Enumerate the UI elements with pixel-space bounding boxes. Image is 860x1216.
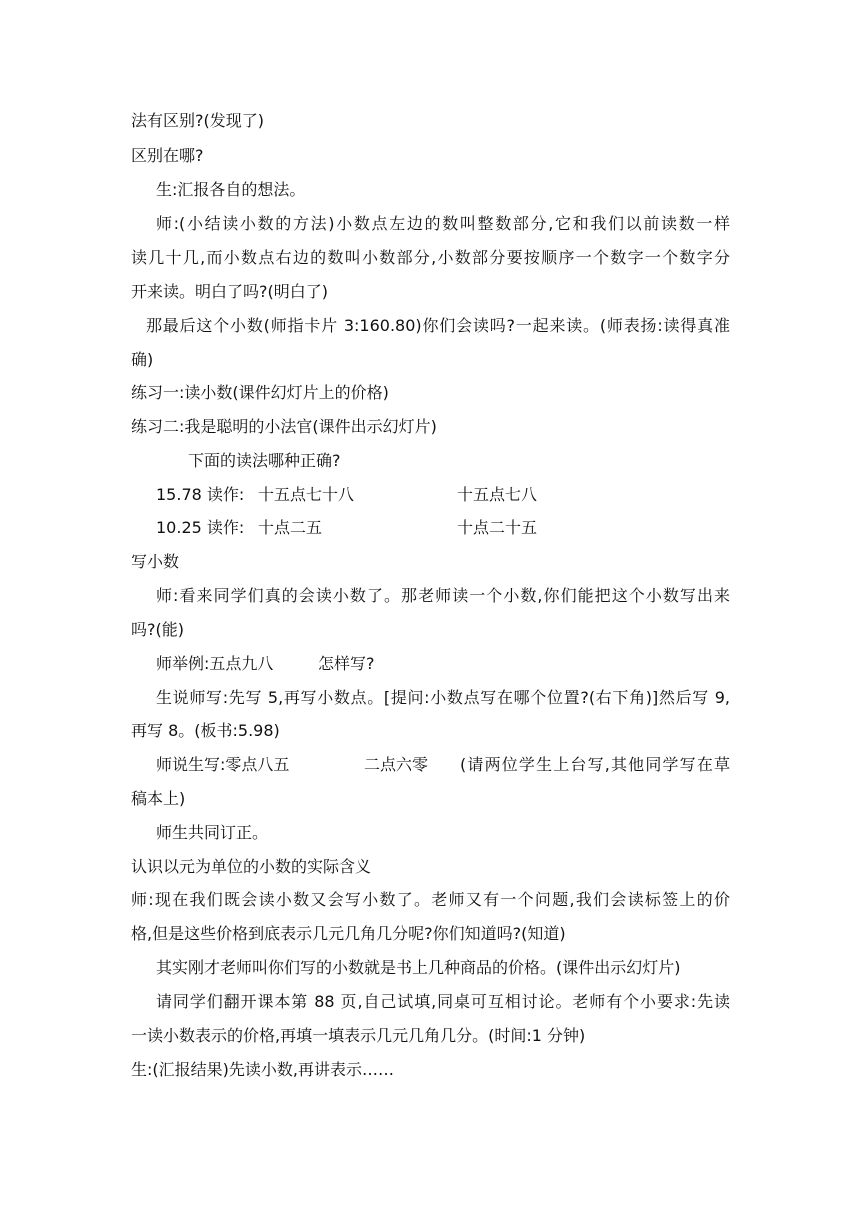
exercise-option-b: 十点二十五 [457, 518, 538, 537]
exercise-number: 15.78 读作: [156, 485, 245, 504]
exercise-option-a: 十点二五 [258, 518, 323, 537]
exercise-option-b: 十五点七八 [457, 485, 538, 504]
text-line: 读几十几,而小数点右边的数叫小数部分,小数部分要按顺序一个数字一个数字分 [131, 248, 730, 267]
text-line: 稿本上) [131, 789, 186, 808]
section-heading: 认识以元为单位的小数的实际含义 [131, 857, 372, 876]
text-line: 师:看来同学们真的会读小数了。那老师读一个小数,你们能把这个小数写出来 [156, 586, 730, 605]
exercise-option-a: 十五点七十八 [258, 485, 355, 504]
text-line: 确) [131, 350, 154, 369]
text-line: 师:现在我们既会读小数又会写小数了。老师又有一个问题,我们会读标签上的价 [131, 890, 730, 909]
text-line: 请同学们翻开课本第 88 页,自己试填,同桌可互相讨论。老师有个小要求:先读 [156, 992, 730, 1011]
dictation-second: 二点六零 [364, 755, 429, 774]
text-line: 师生共同订正。 [156, 823, 269, 842]
dictation-note: (请两位学生上台写,其他同学写在草 [460, 755, 730, 774]
text-line: 下面的读法哪种正确? [188, 451, 341, 470]
example-question: 怎样写? [318, 654, 375, 673]
text-line: 练习二:我是聪明的小法官(课件出示幻灯片) [131, 417, 437, 436]
text-line: 区别在哪? [131, 146, 204, 165]
text-line: 法有区别?(发现了) [131, 111, 264, 130]
text-line: 其实刚才老师叫你们写的小数就是书上几种商品的价格。(课件出示幻灯片) [156, 958, 681, 977]
dictation-label: 师说生写:零点八五 [156, 755, 290, 774]
example-label: 师举例:五点九八 [156, 654, 274, 673]
text-line: 格,但是这些价格到底表示几元几角几分呢?你们知道吗?(知道) [131, 924, 566, 943]
text-line: 吗?(能) [131, 620, 184, 639]
text-line: 再写 8。(板书:5.98) [131, 721, 280, 740]
text-line: 那最后这个小数(师指卡片 3:160.80)你们会读吗?一起来读。(师表扬:读得真准 [146, 316, 730, 335]
text-line: 生说师写:先写 5,再写小数点。[提问:小数点写在哪个位置?(右下角)]然后写 9, [156, 688, 730, 707]
text-line: 练习一:读小数(课件幻灯片上的价格) [131, 383, 389, 402]
text-line: 生:(汇报结果)先读小数,再讲表示…… [131, 1060, 394, 1079]
section-heading: 写小数 [131, 552, 180, 571]
text-line: 一读小数表示的价格,再填一填表示几元几角几分。(时间:1 分钟) [131, 1026, 586, 1045]
text-line: 师:(小结读小数的方法)小数点左边的数叫整数部分,它和我们以前读数一样 [156, 214, 730, 233]
exercise-number: 10.25 读作: [156, 518, 245, 537]
text-line: 生:汇报各自的想法。 [156, 180, 306, 199]
text-line: 开来读。明白了吗?(明白了) [131, 282, 328, 301]
